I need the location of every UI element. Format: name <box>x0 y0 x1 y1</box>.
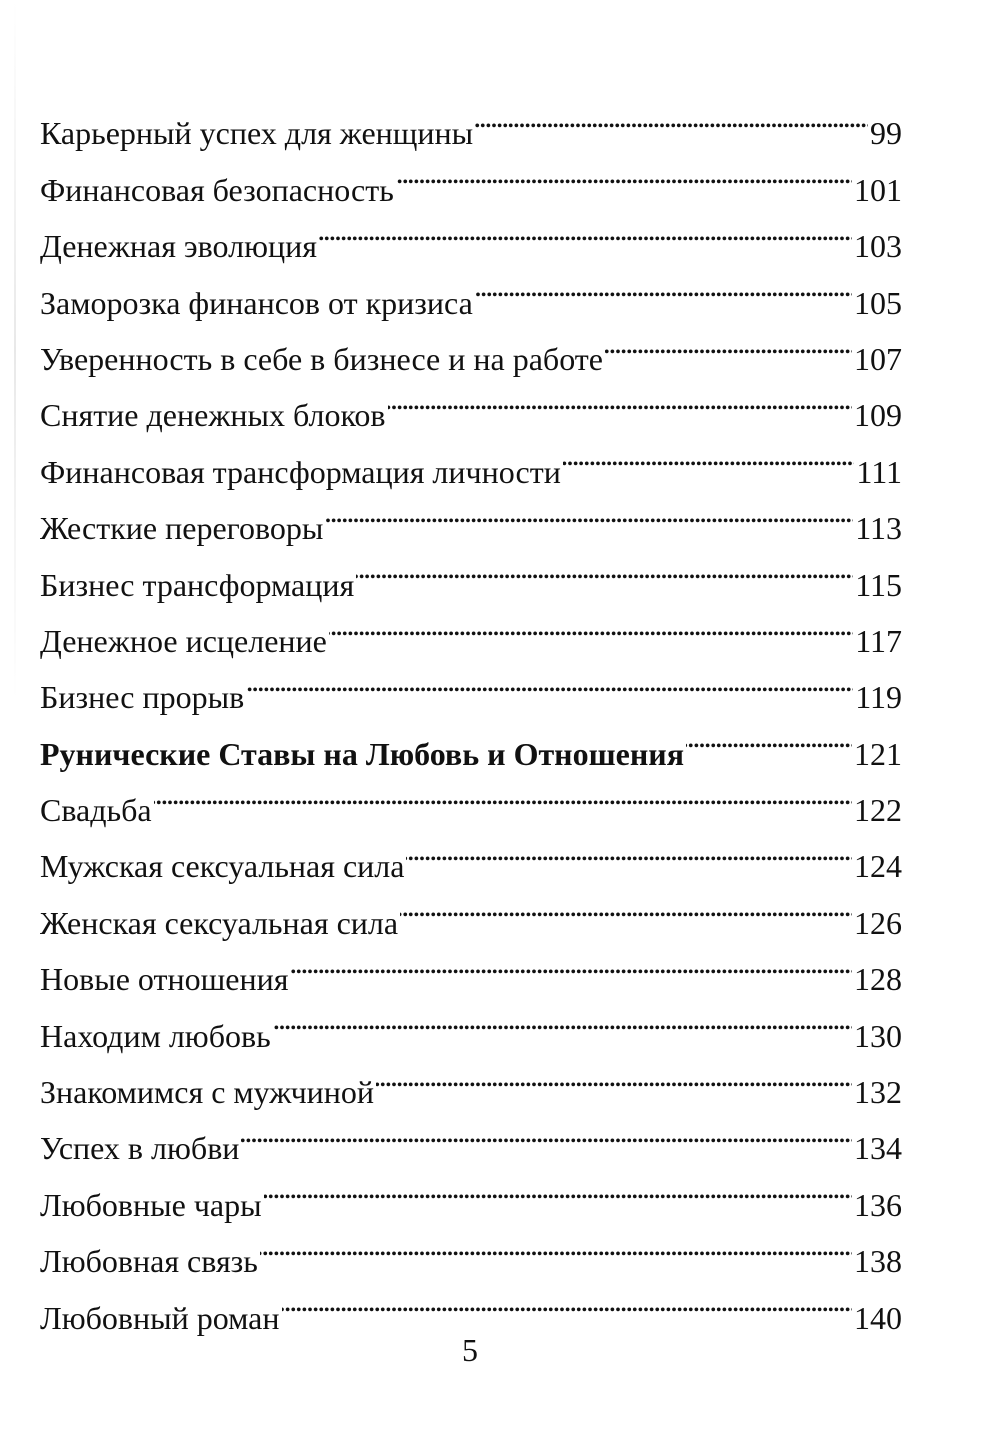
page-number: 5 <box>462 1332 478 1368</box>
toc-entry-page-number: 103 <box>854 228 902 265</box>
toc-entry-page-number: 99 <box>870 115 902 152</box>
toc-entry <box>40 765 902 829</box>
toc-dot-leader <box>563 426 855 482</box>
toc-dot-leader <box>241 1103 852 1159</box>
toc-entry-page-number: 128 <box>854 961 902 998</box>
toc-dot-leader <box>260 1216 852 1272</box>
toc-entry-title: Женская сексуальная сила <box>40 904 399 941</box>
toc-entry-title: Новые отношения <box>40 961 289 998</box>
toc-entry-page-number: 111 <box>856 453 902 490</box>
toc-entry-title: Находим любовь <box>40 1017 271 1054</box>
toc-entry-title: Финансовая трансформация личности <box>40 453 561 490</box>
toc-dot-leader <box>376 1047 852 1103</box>
toc-entry-title: Снятие денежных блоков <box>40 397 386 434</box>
toc-entry-title: Любовные чары <box>40 1186 262 1223</box>
toc-entry-page-number: 130 <box>854 1017 902 1054</box>
toc-dot-leader <box>154 765 852 821</box>
toc-entry-page-number: 119 <box>855 679 902 716</box>
toc-entry-title: Знакомимся с мужчиной <box>40 1074 375 1111</box>
toc-entry <box>40 88 902 152</box>
toc-entry-page-number: 140 <box>854 1299 902 1336</box>
toc-entry-page-number: 134 <box>854 1130 902 1167</box>
toc-dot-leader <box>475 88 868 144</box>
toc-dot-leader <box>273 990 852 1046</box>
toc-entry-title: Финансовая безопасность <box>40 171 394 208</box>
toc-entry-title: Любовный роман <box>40 1299 280 1336</box>
toc-dot-leader <box>290 934 852 990</box>
toc-entry-page-number: 132 <box>854 1074 902 1111</box>
toc-dot-leader <box>605 314 852 370</box>
toc-entry-title: Денежная эволюция <box>40 228 317 265</box>
toc-entry-page-number: 107 <box>854 340 902 377</box>
toc-entry-page-number: 115 <box>855 566 902 603</box>
toc-entry-title: Карьерный успех для женщины <box>40 115 474 152</box>
page-edge-shadow <box>14 0 16 700</box>
toc-dot-leader <box>388 370 852 426</box>
toc-dot-leader <box>475 257 852 313</box>
toc-dot-leader <box>264 1159 852 1215</box>
toc-entry-page-number: 105 <box>854 284 902 321</box>
toc-entry <box>40 821 902 885</box>
toc-dot-leader <box>329 596 853 652</box>
toc-dot-leader <box>356 539 853 595</box>
toc-entry-title: Бизнес прорыв <box>40 679 245 716</box>
toc-entry-title: Свадьба <box>40 792 152 829</box>
toc-entry-page-number: 136 <box>854 1186 902 1223</box>
toc-entry-title: Любовная связь <box>40 1243 258 1280</box>
toc-entry-page-number: 113 <box>855 510 902 547</box>
toc-entry-title: Уверенность в себе в бизнесе и на работе <box>40 340 603 377</box>
toc-entry-title: Денежное исцеление <box>40 622 327 659</box>
toc-entry-page-number: 138 <box>854 1243 902 1280</box>
toc-entry-page-number: 101 <box>854 171 902 208</box>
toc-dot-leader <box>282 1272 853 1328</box>
toc-entry-page-number: 126 <box>854 904 902 941</box>
toc-entry-title: Рунические Ставы на Любовь и Отношения <box>40 735 685 772</box>
toc-entry-page-number: 124 <box>854 848 902 885</box>
toc-dot-leader <box>406 821 852 877</box>
toc-entry-page-number: 109 <box>854 397 902 434</box>
toc-entry-title: Жесткие переговоры <box>40 510 324 547</box>
toc-dot-leader <box>246 652 853 708</box>
toc-dot-leader <box>396 144 852 200</box>
toc-dot-leader <box>686 708 852 764</box>
toc-entry-page-number: 121 <box>854 735 902 772</box>
toc-entry-title: Мужская сексуальная сила <box>40 848 405 885</box>
toc-entry-page-number: 122 <box>854 792 902 829</box>
toc-dot-leader <box>325 483 853 539</box>
toc-entry-title: Бизнес трансформация <box>40 566 355 603</box>
table-of-contents <box>40 88 902 1336</box>
toc-dot-leader <box>319 201 852 257</box>
toc-entry-title: Заморозка финансов от кризиса <box>40 284 473 321</box>
toc-dot-leader <box>400 877 852 933</box>
toc-entry-page-number: 117 <box>855 622 902 659</box>
toc-entry-title: Успех в любви <box>40 1130 240 1167</box>
